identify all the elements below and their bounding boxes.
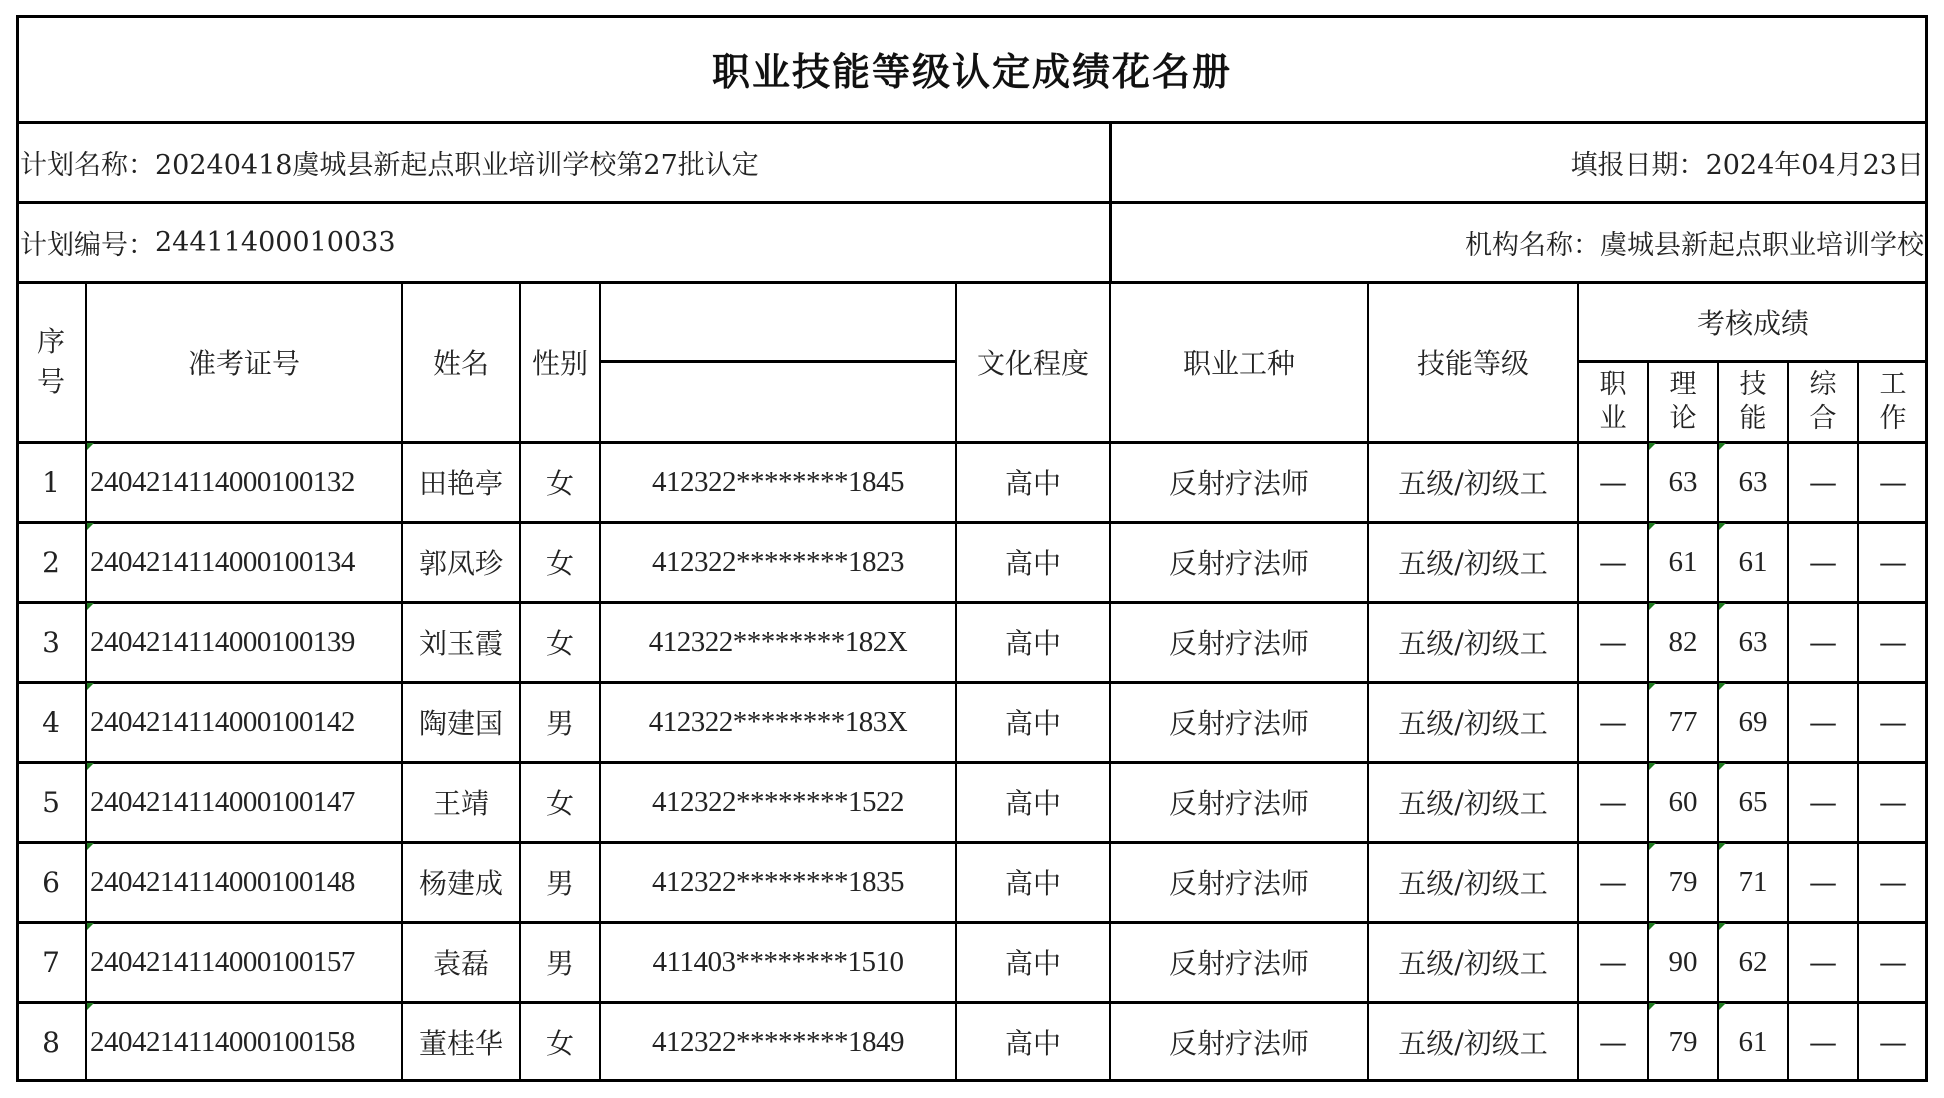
org-label: 机构名称： (1465, 229, 1600, 261)
cell-id-no: 412322********183X (648, 705, 908, 738)
cell-marker-icon (87, 443, 94, 450)
cell-marker-icon (1649, 843, 1656, 850)
header-score-label: 工作 (1879, 369, 1907, 434)
cell-id-no: 412322********1522 (652, 785, 904, 818)
cell-score-技能: 61 (1738, 1025, 1768, 1058)
fill-date-label: 填报日期： (1570, 149, 1706, 181)
cell-exam-no: 2404214114000100134 (90, 545, 355, 578)
cell-score-工作: — (1879, 625, 1907, 659)
cell-score-理论: 79 (1668, 865, 1698, 898)
cell-exam-no: 2404214114000100147 (90, 785, 355, 818)
cell-marker-icon (87, 603, 94, 610)
cell-gender: 男 (545, 707, 574, 740)
cell-skill-level: 五级/初级工 (1398, 787, 1548, 820)
header-scores-group: 考核成绩 (1696, 306, 1809, 340)
cell-education: 高中 (1004, 787, 1061, 820)
cell-marker-icon (87, 523, 94, 530)
cell-score-技能: 63 (1738, 625, 1768, 658)
cell-score-职业: — (1599, 465, 1627, 499)
cell-marker-icon (87, 683, 94, 690)
header-score-col-2 (1718, 362, 1788, 442)
cell-score-技能: 61 (1738, 545, 1768, 578)
col-line (85, 282, 87, 1082)
header-score-col-3 (1788, 362, 1858, 442)
cell-education: 高中 (1004, 867, 1061, 900)
col-line (1577, 282, 1579, 1082)
cell-score-综合: — (1809, 865, 1837, 899)
cell-marker-icon (1719, 1003, 1726, 1010)
cell-education: 高中 (1004, 467, 1061, 500)
org-name-cell (1112, 202, 1924, 282)
cell-score-综合: — (1809, 945, 1837, 979)
cell-name: 袁磊 (432, 947, 489, 980)
plan-name-value: 20240418虞城县新起点职业培训学校第27批认定 (155, 149, 759, 181)
cell-exam-no: 2404214114000100158 (90, 1025, 355, 1058)
header-education: 文化程度 (976, 347, 1089, 380)
plan-name-label: 计划名称： (20, 149, 155, 181)
cell-marker-icon (1719, 763, 1726, 770)
cell-exam-no: 2404214114000100132 (90, 465, 355, 498)
cell-marker-icon (1719, 923, 1726, 930)
cell-marker-icon (1649, 443, 1656, 450)
cell-score-工作: — (1879, 465, 1907, 499)
cell-score-职业: — (1599, 545, 1627, 579)
cell-score-职业: — (1599, 945, 1627, 979)
cell-score-工作: — (1879, 705, 1907, 739)
cell-gender: 女 (545, 547, 574, 580)
header-score-col-1 (1648, 362, 1718, 442)
header-score-label: 综合 (1809, 369, 1837, 434)
header-skill-level: 技能等级 (1416, 347, 1529, 380)
info-divider (1109, 122, 1112, 282)
cell-marker-icon (1719, 843, 1726, 850)
col-line (519, 282, 521, 1082)
cell-occupation: 反射疗法师 (1168, 547, 1309, 580)
cell-seq: 8 (42, 1025, 60, 1059)
plan-no-cell (20, 202, 1108, 282)
cell-gender: 女 (545, 627, 574, 660)
cell-occupation: 反射疗法师 (1168, 787, 1309, 820)
cell-score-理论: 77 (1668, 705, 1698, 738)
cell-score-技能: 62 (1738, 945, 1768, 978)
cell-gender: 女 (545, 1027, 574, 1060)
cell-score-理论: 90 (1668, 945, 1698, 978)
col-line (1647, 361, 1649, 1082)
col-line (1787, 361, 1789, 1082)
cell-marker-icon (1649, 683, 1656, 690)
cell-seq: 4 (42, 705, 60, 739)
cell-score-技能: 65 (1738, 785, 1768, 818)
cell-score-职业: — (1599, 785, 1627, 819)
cell-exam-no: 2404214114000100142 (90, 705, 355, 738)
cell-marker-icon (1719, 683, 1726, 690)
cell-marker-icon (87, 923, 94, 930)
cell-marker-icon (1649, 523, 1656, 530)
col-line (599, 282, 601, 1082)
cell-marker-icon (1649, 1003, 1656, 1010)
page-title: 职业技能等级认定成绩花名册 (711, 50, 1232, 94)
cell-occupation: 反射疗法师 (1168, 1027, 1309, 1060)
cell-name: 刘玉霞 (418, 627, 503, 660)
col-line (1367, 282, 1369, 1082)
plan-name-cell (20, 122, 1108, 202)
cell-education: 高中 (1004, 627, 1061, 660)
cell-education: 高中 (1004, 707, 1061, 740)
cell-skill-level: 五级/初级工 (1398, 947, 1548, 980)
cell-occupation: 反射疗法师 (1168, 467, 1309, 500)
cell-gender: 男 (545, 947, 574, 980)
cell-marker-icon (1719, 603, 1726, 610)
cell-marker-icon (1719, 443, 1726, 450)
cell-score-职业: — (1599, 865, 1627, 899)
cell-score-工作: — (1879, 1025, 1907, 1059)
header-occupation: 职业工种 (1182, 347, 1295, 380)
cell-education: 高中 (1004, 947, 1061, 980)
cell-marker-icon (1719, 523, 1726, 530)
header-score-col-4 (1858, 362, 1928, 442)
cell-seq: 5 (42, 785, 60, 819)
cell-score-职业: — (1599, 705, 1627, 739)
cell-gender: 女 (545, 787, 574, 820)
plan-no-label: 计划编号： (20, 229, 155, 261)
fill-date-value: 2024年04月23日 (1705, 149, 1924, 181)
header-seq (16, 282, 86, 442)
cell-occupation: 反射疗法师 (1168, 947, 1309, 980)
cell-marker-icon (87, 843, 94, 850)
cell-occupation: 反射疗法师 (1168, 867, 1309, 900)
col-line (1717, 361, 1719, 1082)
cell-score-理论: 82 (1668, 625, 1698, 658)
cell-gender: 女 (545, 467, 574, 500)
col-line (401, 282, 403, 1082)
cell-id-no: 411403********1510 (652, 945, 904, 978)
cell-occupation: 反射疗法师 (1168, 627, 1309, 660)
plan-no-value: 24411400010033 (155, 226, 396, 258)
cell-score-职业: — (1599, 1025, 1627, 1059)
cell-exam-no: 2404214114000100139 (90, 625, 355, 658)
fill-date-cell (1112, 122, 1924, 202)
cell-seq: 6 (42, 865, 60, 899)
cell-score-工作: — (1879, 545, 1907, 579)
cell-id-no: 412322********1845 (652, 465, 904, 498)
cell-score-职业: — (1599, 625, 1627, 659)
cell-id-no: 412322********1823 (652, 545, 904, 578)
cell-score-综合: — (1809, 1025, 1837, 1059)
cell-seq: 3 (42, 625, 60, 659)
cell-name: 王靖 (432, 787, 489, 820)
col-line (1109, 282, 1111, 1082)
cell-skill-level: 五级/初级工 (1398, 627, 1548, 660)
cell-id-no: 412322********1849 (652, 1025, 904, 1058)
cell-skill-level: 五级/初级工 (1398, 547, 1548, 580)
cell-score-综合: — (1809, 625, 1837, 659)
header-name: 姓名 (432, 347, 489, 380)
cell-skill-level: 五级/初级工 (1398, 707, 1548, 740)
col-line (1857, 361, 1859, 1082)
cell-score-综合: — (1809, 465, 1837, 499)
cell-name: 田艳亭 (418, 467, 503, 500)
cell-name: 董桂华 (418, 1027, 503, 1060)
header-gender: 性别 (531, 347, 588, 380)
cell-score-理论: 79 (1668, 1025, 1698, 1058)
cell-score-技能: 69 (1738, 705, 1768, 738)
cell-score-理论: 60 (1668, 785, 1698, 818)
cell-name: 郭凤珍 (418, 547, 503, 580)
org-value: 虞城县新起点职业培训学校 (1600, 229, 1924, 261)
cell-score-综合: — (1809, 545, 1837, 579)
cell-score-工作: — (1879, 785, 1907, 819)
cell-occupation: 反射疗法师 (1168, 707, 1309, 740)
cell-marker-icon (1649, 923, 1656, 930)
header-exam-no: 准考证号 (187, 347, 300, 380)
cell-gender: 男 (545, 867, 574, 900)
cell-score-技能: 63 (1738, 465, 1768, 498)
cell-score-综合: — (1809, 785, 1837, 819)
cell-exam-no: 2404214114000100148 (90, 865, 355, 898)
cell-skill-level: 五级/初级工 (1398, 1027, 1548, 1060)
cell-marker-icon (1649, 603, 1656, 610)
cell-seq: 2 (42, 545, 60, 579)
cell-seq: 7 (42, 945, 60, 979)
header-seq-label: 序号 (36, 325, 65, 398)
cell-education: 高中 (1004, 1027, 1061, 1060)
cell-seq: 1 (42, 465, 60, 499)
cell-score-理论: 61 (1668, 545, 1698, 578)
cell-score-工作: — (1879, 945, 1907, 979)
cell-skill-level: 五级/初级工 (1398, 467, 1548, 500)
id-header-split (600, 360, 956, 363)
header-score-label: 职业 (1599, 369, 1627, 434)
cell-name: 陶建国 (418, 707, 503, 740)
cell-score-综合: — (1809, 705, 1837, 739)
cell-name: 杨建成 (418, 867, 503, 900)
cell-id-no: 412322********1835 (652, 865, 904, 898)
cell-score-工作: — (1879, 865, 1907, 899)
header-score-label: 技能 (1739, 369, 1767, 434)
cell-id-no: 412322********182X (648, 625, 908, 658)
cell-education: 高中 (1004, 547, 1061, 580)
cell-marker-icon (1649, 763, 1656, 770)
cell-score-技能: 71 (1738, 865, 1768, 898)
header-score-label: 理论 (1669, 369, 1697, 434)
header-score-col-0 (1578, 362, 1648, 442)
cell-marker-icon (87, 1003, 94, 1010)
cell-marker-icon (87, 763, 94, 770)
col-line (955, 282, 957, 1082)
cell-score-理论: 63 (1668, 465, 1698, 498)
cell-skill-level: 五级/初级工 (1398, 867, 1548, 900)
cell-exam-no: 2404214114000100157 (90, 945, 355, 978)
